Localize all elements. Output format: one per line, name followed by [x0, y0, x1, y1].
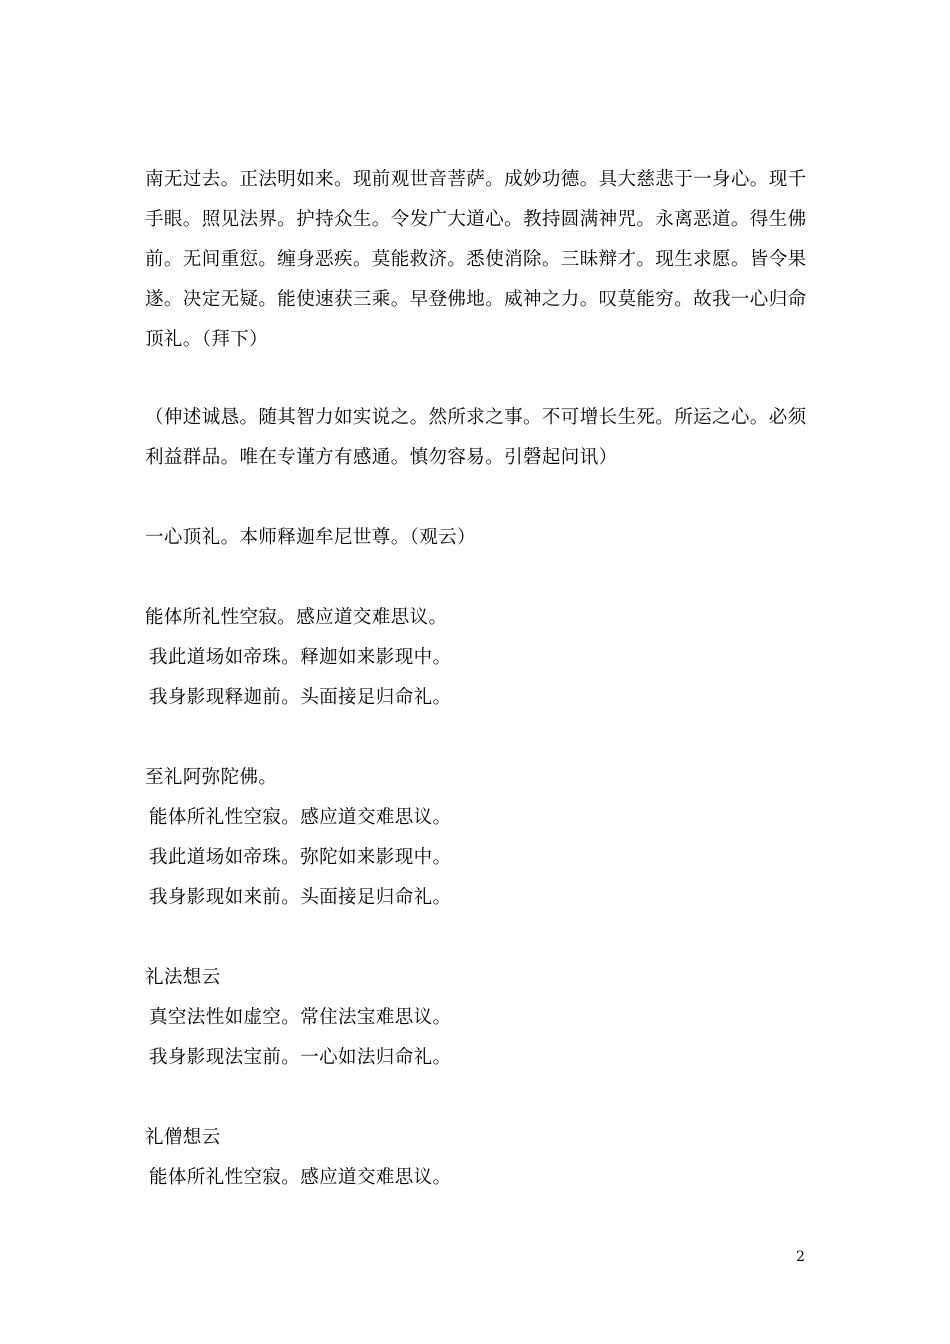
page-number: 2	[796, 1249, 805, 1265]
text-line: （伸述诚恳。随其智力如实说之。然所求之事。不可增长生死。所运之心。必须	[145, 407, 807, 428]
text-line: 至礼阿弥陀佛。	[145, 767, 278, 788]
verse-line: 我身影现如来前。头面接足归命礼。	[149, 887, 452, 908]
text-line: 一心顶礼。本师释迦牟尼世尊。（观云）	[145, 527, 476, 548]
text-line: 顶礼。（拜下）	[145, 329, 269, 350]
verse-line: 能体所礼性空寂。感应道交难思议。	[149, 807, 452, 828]
text-line: 礼僧想云	[145, 1127, 221, 1148]
text-line: 南无过去。正法明如来。现前观世音菩萨。成妙功德。具大慈悲于一身心。现千	[145, 169, 807, 190]
verse-line: 我此道场如帝珠。弥陀如来影现中。	[149, 847, 452, 868]
text-line: 遂。决定无疑。能使速获三乘。早登佛地。威神之力。叹莫能穷。故我一心归命	[145, 289, 807, 310]
text-line: 前。无间重愆。缠身恶疾。莫能救济。悉使消除。三昧辩才。现生求愿。皆令果	[145, 249, 807, 270]
text-line: 手眼。照见法界。护持众生。令发广大道心。教持圆满神咒。永离恶道。得生佛	[145, 209, 807, 230]
verse-line: 真空法性如虚空。常住法宝难思议。	[149, 1007, 452, 1028]
verse-line: 我身影现法宝前。一心如法归命礼。	[149, 1047, 452, 1068]
verse-line: 我身影现释迦前。头面接足归命礼。	[149, 687, 452, 708]
verse-line: 能体所礼性空寂。感应道交难思议。	[149, 1167, 452, 1188]
text-line: 能体所礼性空寂。感应道交难思议。	[145, 607, 448, 628]
verse-line: 我此道场如帝珠。释迦如来影现中。	[149, 647, 452, 668]
text-line: 利益群品。唯在专谨方有感通。慎勿容易。引磬起问讯）	[145, 447, 618, 468]
text-line: 礼法想云	[145, 967, 221, 988]
